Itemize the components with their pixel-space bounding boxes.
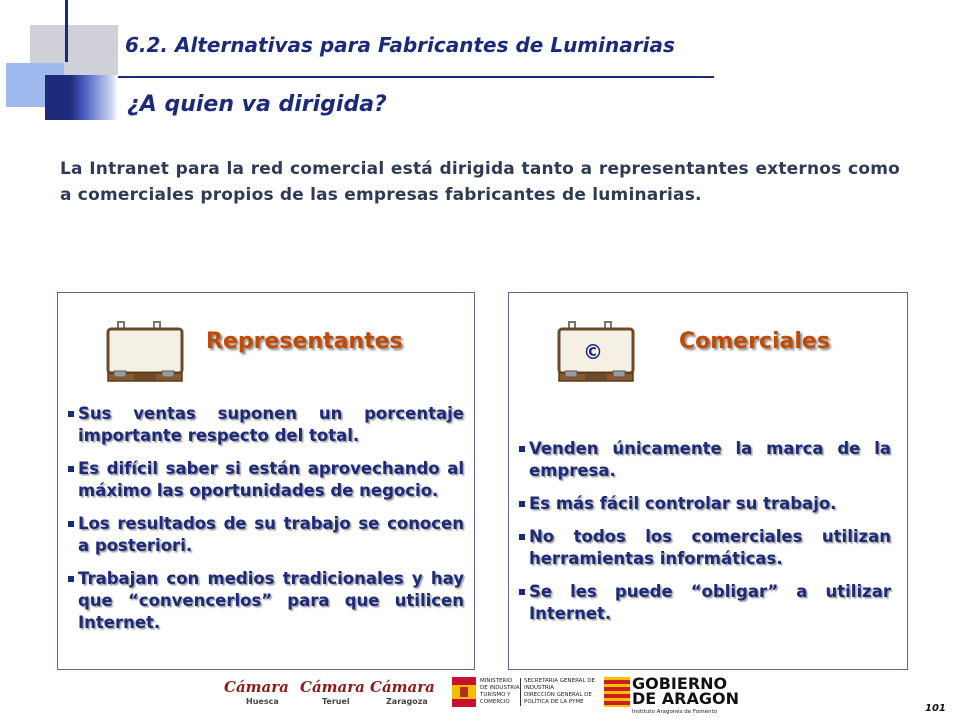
page-number: 101 — [925, 703, 946, 714]
gobierno-aragon-logo — [632, 676, 739, 706]
briefcase-icon — [555, 319, 637, 385]
secretaria-line: INDUSTRIA — [524, 685, 555, 691]
spain-coat-of-arms-icon — [452, 677, 476, 707]
ministerio-line: DE INDUSTRIA, — [480, 685, 522, 691]
ministerio-line: MINISTERIO — [480, 678, 513, 684]
footer-logos — [0, 672, 960, 720]
list-item: Trabajan con medios tradicionales y hay que “convencerlos” para que utilicen Internet. — [66, 568, 464, 634]
comerciales-panel — [508, 292, 908, 670]
ministerio-line: COMERCIO — [480, 699, 510, 705]
list-item: Es difícil saber si están aprovechando al máximo las oportunidades de negocio. — [66, 458, 464, 502]
camara-teruel-logo: Cámara — [300, 678, 365, 696]
page-title: 6.2. Alternativas para Fabricantes de Luminarias — [125, 33, 675, 57]
camara-teruel-city: Teruel — [322, 697, 350, 706]
decorative-block-navy — [45, 75, 70, 120]
secretaria-line: DIRECCIÓN GENERAL DE — [524, 692, 592, 698]
comerciales-bullet-list — [517, 438, 891, 636]
title-underline — [118, 76, 714, 78]
intro-paragraph: La Intranet para la red comercial está dirigida tanto a representantes externos como a comerciales propios de las empresas fabricantes de luminarias. — [60, 159, 900, 205]
representantes-heading: Representantes — [206, 329, 403, 354]
briefcase-icon — [104, 319, 186, 385]
secretaria-line: POLÍTICA DE LA PYME — [524, 699, 584, 705]
aragon-flag-icon — [604, 677, 630, 707]
camara-huesca-logo: Cámara — [224, 678, 289, 696]
camara-zaragoza-logo: Cámara — [370, 678, 435, 696]
camara-huesca-city: Huesca — [246, 697, 279, 706]
comerciales-heading: Comerciales — [679, 329, 830, 354]
representantes-panel — [57, 292, 475, 670]
list-item: Venden únicamente la marca de la empresa. — [517, 438, 891, 482]
instituto-text: Instituto Aragonés de Fomento — [632, 709, 718, 715]
list-item: Sus ventas suponen un porcentaje importante respecto del total. — [66, 403, 464, 447]
copyright-mark: © — [583, 340, 603, 364]
decorative-vertical-line — [65, 0, 68, 62]
list-item: Los resultados de su trabajo se conocen a posteriori. — [66, 513, 464, 557]
gobierno-line: GOBIERNO — [632, 674, 728, 693]
gobierno-line: DE ARAGON — [632, 689, 739, 708]
ministerio-line: TURISMO Y — [480, 692, 511, 698]
representantes-bullet-list — [66, 403, 464, 645]
section-subtitle: ¿A quien va dirigida? — [127, 92, 387, 117]
secretaria-text — [520, 678, 595, 706]
camara-zaragoza-city: Zaragoza — [386, 697, 428, 706]
decorative-gradient-bar — [70, 75, 118, 120]
list-item: No todos los comerciales utilizan herramientas informáticas. — [517, 526, 891, 570]
secretaria-line: SECRETARIA GENERAL DE — [524, 678, 595, 684]
list-item: Se les puede “obligar” a utilizar Internet. — [517, 581, 891, 625]
ministerio-text — [480, 678, 521, 706]
list-item: Es más fácil controlar su trabajo. — [517, 493, 891, 515]
